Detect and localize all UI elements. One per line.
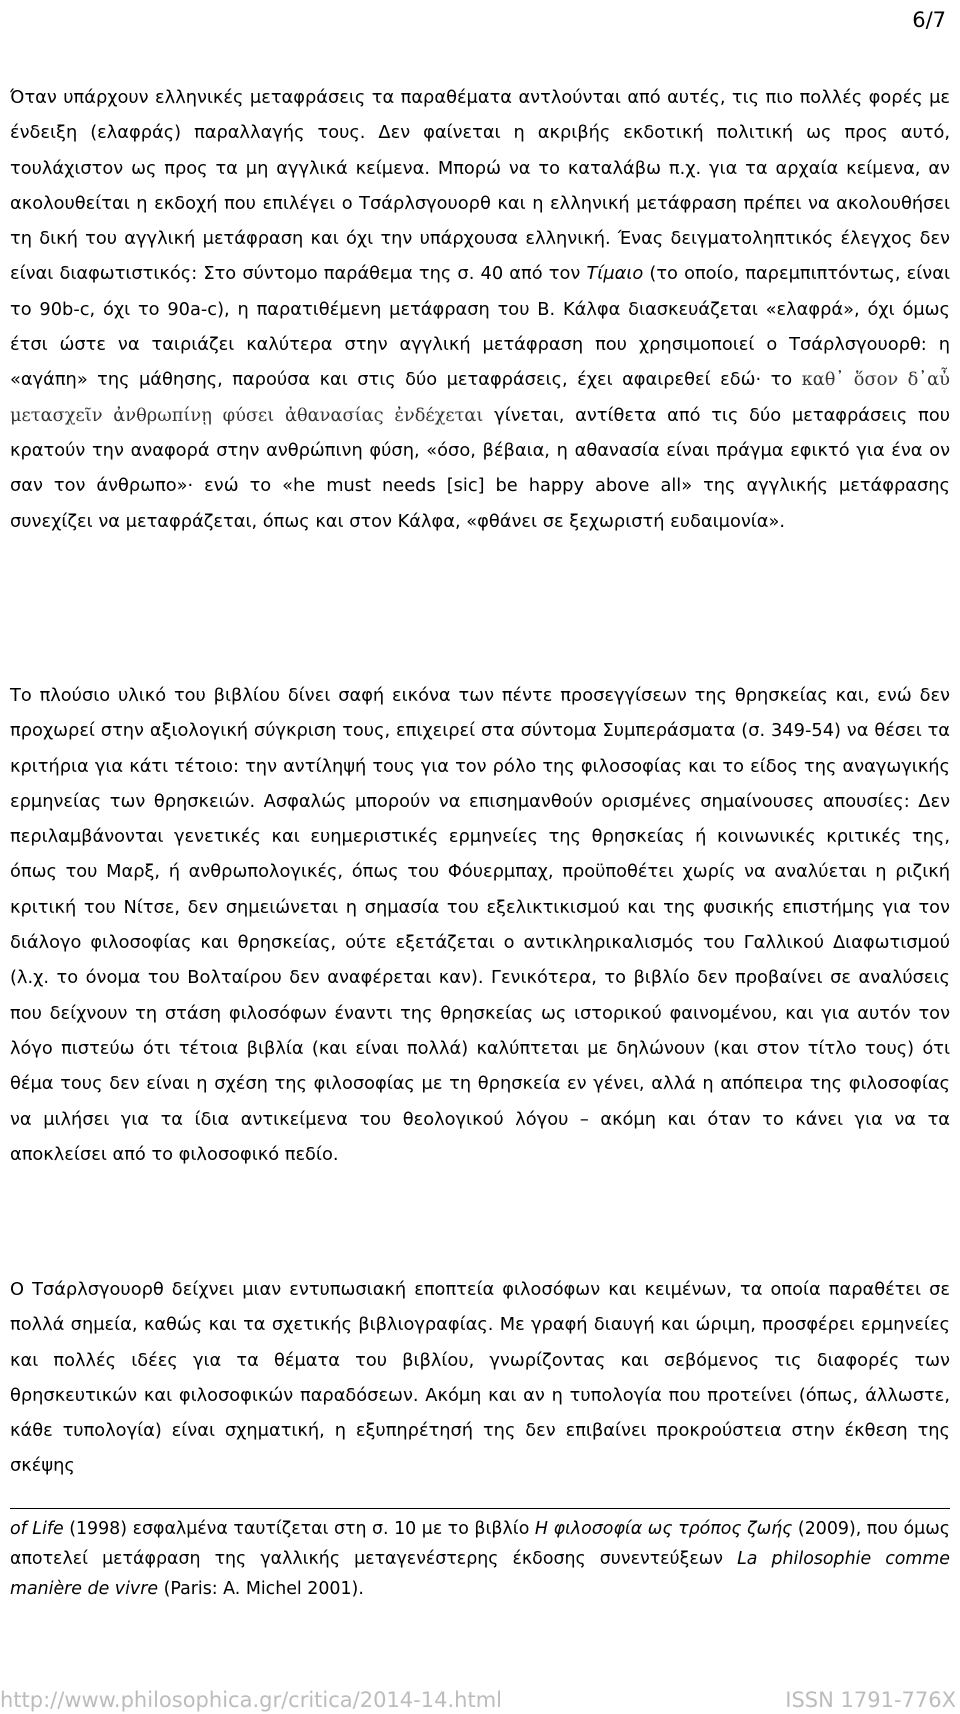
timaeus-title: Τίμαιο [586, 263, 644, 285]
paragraph-material: Το πλούσιο υλικό του βιβλίου δίνει σαφή εικόνα των πέντε προσεγγίσεων της θρησκείας και, ενώ δεν προχωρεί στην αξιολογική σύγκριση τους, επιχειρεί στα σύντομα Συμπεράσματα (σ. 349-54) να θέσει τα κριτήρια για κάτι τέτοιο: την αντίληψή τους για τον ρόλο της φιλοσοφίας και το είδος της αναγωγικής ερμηνείας των θρησκειών. Ασφαλώς μπορούν να επισημανθούν ορισμένες σημαίνουσες απουσίες: Δεν περιλαμβάνονται γενετικές και ευημεριστικές ερμηνείες της θρησκείας ή κοινωνικές κριτικές της, όπως του Μαρξ, ή ανθρωπολογικές, όπως του Φόυερμπαχ, προϋποθέτει χωρίς να αναλύεται η ριζική κριτική του Νίτσε, δεν σημειώνεται η σημασία του εξελικτικισμού και της φυσικής επιστήμης για τον διάλογο φιλοσοφίας και θρησκείας, ούτε εξετάζεται ο αντικληρικαλισμός του Γαλλικού Διαφωτισμού (λ.χ. το όνομα του Βολταίρου δεν αναφέρεται καν). Γενικότερα, το βιβλίο δεν προβαίνει σε αναλύσεις που δείχνουν τη στάση φιλοσόφων έναντι της θρησκείας ως ιστορικού φαινομένου, και για αυτόν τον λόγο πιστεύω ότι τέτοια βιβλία (και είναι πολλά) καλύπτεται με δηλώνουν (και στον τίτλο τους) ότι θέμα τους δεν είναι η σχέση της φιλοσοφίας με τη θρησκεία εν γένει, αλλά η απόπειρα της φιλοσοφίας να μιλήσει για τα ίδια αντικείμενα του θεολογικού λόγου – ακόμη και όταν το κάνει για να τα αποκλείσει από το φιλοσοφικό πεδίο. [10, 685, 950, 1165]
paragraph-text: Όταν υπάρχουν ελληνικές μεταφράσεις τα παραθέματα αντλούνται από αυτές, τις πιο πολλές φορές με ένδειξη (ελαφράς) παραλλαγής τους. Δεν φαίνεται η ακριβής εκδοτική πολιτική ως προς αυτό, τουλάχιστον ως προς τα μη αγγλικά κείμενα. Μπορώ να το καταλάβω π.χ. για τα αρχαία κείμενα, αν ακολουθείται η εκδοχή που επιλέγει ο Τσάρλσγουορθ και η ελληνική μετάφραση πρέπει να ακολουθήσει τη δική του αγγλική μετάφραση και όχι την υπάρχουσα ελληνική. Ένας δειγματοληπτικός έλεγχος δεν είναι διαφωτιστικός: Στο σύντομο παράθεμα της σ. 40 από τον [10, 87, 950, 285]
page-number: 6/7 [912, 8, 946, 32]
book-title: Η φιλοσοφία ως τρόπος ζωής [534, 1519, 793, 1539]
paragraph-text: γίνεται, αντίθετα από τις δύο μεταφράσεις που κρατούν την αναφορά στην ανθρώπινη φύση, «όσο, βέβαια, η αθανασία είναι πράγμα εφικτό για ένα ον σαν τον άνθρωπο»· ενώ το «he must needs [sic] be happy above all» της αγγλικής μετάφρασης συνεχίζει να μεταφράζεται, όπως και στον Κάλφα, «φθάνει σε ξεχωριστή ευδαιμονία». [10, 404, 950, 532]
book-title: of Life [10, 1519, 64, 1539]
footnote-separator [10, 1508, 950, 1509]
ancient-greek-quote: καθ᾽ ὅσον δ᾽αὖ μετασχεῖν ἀνθρωπίνῃ φύσει ἀθανασίας ἐνδέχεται [10, 369, 950, 426]
footnote [10, 1514, 950, 1604]
footnote-text: (1998) εσφαλμένα ταυτίζεται στη σ. 10 με το βιβλίο [63, 1519, 535, 1539]
paragraph-text: (το οποίο, παρεμπιπτόντως, είναι το 90b-c, όχι το 90a-c), η παρατιθέμενη μετάφραση του Β. Κάλφα διασκευάζεται «ελαφρά», όχι όμως έτσι ώστε να ταιριάζει καλύτερα στην αγγλική μετάφραση που χρησιμοποιεί ο Τσάρλσγουορθ: η «αγάπη» της μάθησης, παρούσα και στις δύο μεταφράσεις, έχει αφαιρεθεί εδώ· το [10, 263, 950, 391]
book-title: La philosophie comme manière de vivre [10, 1549, 950, 1599]
paragraph-assessment: Ο Τσάρλσγουορθ δείχνει μιαν εντυπωσιακή εποπτεία φιλοσόφων και κειμένων, τα οποία παραθέτει σε πολλά σημεία, καθώς και τα σχετικής βιβλιογραφίας. Με γραφή διαυγή και ώριμη, προσφέρει ερμηνείες και πολλές ιδέες για τα θέματα του βιβλίου, γνωρίζοντας και σεβόμενος τις διαφορές των θρησκευτικών και φιλοσοφικών παραδόσεων. Ακόμη και αν η τυπολογία που προτείνει (όπως, άλλωστε, κάθε τυπολογία) είναι σχηματική, η εξυπηρέτησή της δεν επιβαίνει προκρούστεια στην έκθεση της σκέψης [10, 1279, 950, 1477]
issn-label: ISSN 1791-776X [785, 1688, 956, 1712]
page-footer [0, 1686, 960, 1714]
footnote-text: (Paris: A. Michel 2001). [158, 1579, 364, 1599]
paragraph-translations [10, 80, 950, 539]
source-url-link[interactable]: http://www.philosophica.gr/critica/2014-14.html [0, 1688, 502, 1712]
footnote-text: (2009), που όμως αποτελεί μετάφραση της γαλλικής μεταγενέστερης έκδοσης συνεντεύξεων [10, 1519, 950, 1569]
